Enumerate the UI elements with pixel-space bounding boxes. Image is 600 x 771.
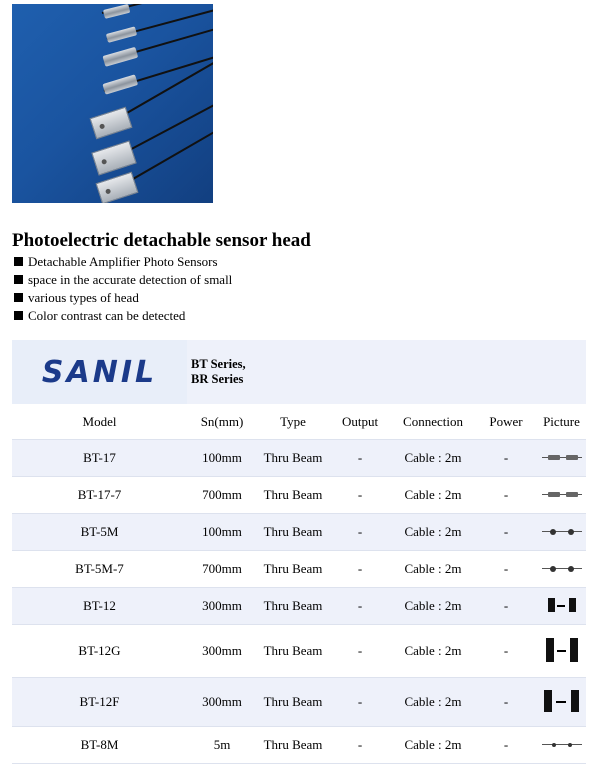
column-header-model: Model bbox=[82, 413, 117, 429]
block-pair-icon bbox=[540, 596, 584, 616]
bullet-square-icon bbox=[14, 311, 23, 320]
model-cell: BT-17-7 bbox=[77, 487, 122, 502]
picture-cell bbox=[537, 678, 586, 726]
output-cell: - bbox=[357, 487, 363, 502]
feature-list bbox=[12, 253, 232, 325]
model-cell: BT-17 bbox=[83, 450, 116, 465]
table-row bbox=[12, 588, 586, 625]
table-header-row bbox=[12, 404, 586, 440]
output-cell: - bbox=[357, 737, 363, 752]
power-cell: - bbox=[503, 487, 509, 502]
type-cell: Thru Beam bbox=[263, 737, 323, 752]
block-pair-reverse-arrow-icon bbox=[540, 688, 584, 716]
type-cell: Thru Beam bbox=[263, 487, 323, 502]
table-row bbox=[12, 514, 586, 551]
cylinder-pair-icon bbox=[540, 449, 584, 467]
picture-cell bbox=[537, 514, 586, 550]
sn-cell: 700mm bbox=[202, 561, 242, 576]
picture-cell bbox=[537, 440, 586, 476]
list-item: Color contrast can be detected bbox=[12, 307, 232, 325]
type-cell: Thru Beam bbox=[263, 524, 323, 539]
power-cell: - bbox=[503, 598, 509, 613]
connection-cell: Cable : 2m bbox=[404, 487, 462, 502]
sn-cell: 100mm bbox=[202, 450, 242, 465]
output-cell: - bbox=[357, 598, 363, 613]
bullet-square-icon bbox=[14, 275, 23, 284]
model-cell: BT-5M-7 bbox=[75, 561, 124, 576]
series-label: BT Series, BR Series bbox=[191, 357, 246, 386]
table-row bbox=[12, 625, 586, 678]
small-head-pair-icon bbox=[540, 523, 584, 541]
output-cell: - bbox=[357, 524, 363, 539]
power-cell: - bbox=[503, 450, 509, 465]
picture-cell bbox=[537, 588, 586, 624]
table-row bbox=[12, 440, 586, 477]
model-cell: BT-12G bbox=[78, 643, 121, 658]
picture-cell bbox=[537, 551, 586, 587]
output-cell: - bbox=[357, 561, 363, 576]
page-title: Photoelectric detachable sensor head bbox=[12, 230, 311, 251]
connection-cell: Cable : 2m bbox=[404, 524, 462, 539]
connection-cell: Cable : 2m bbox=[404, 737, 462, 752]
mini-head-pair-icon bbox=[540, 736, 584, 754]
model-cell: BT-8M bbox=[80, 737, 119, 752]
table-banner bbox=[12, 340, 586, 404]
table-row bbox=[12, 727, 586, 764]
column-header-connection: Connection bbox=[403, 413, 463, 429]
bullet-square-icon bbox=[14, 293, 23, 302]
type-cell: Thru Beam bbox=[263, 598, 323, 613]
picture-cell bbox=[537, 477, 586, 513]
list-item: various types of head bbox=[12, 289, 232, 307]
connection-cell: Cable : 2m bbox=[404, 598, 462, 613]
output-cell: - bbox=[357, 450, 363, 465]
model-cell: BT-12 bbox=[83, 598, 116, 613]
power-cell: - bbox=[503, 643, 509, 658]
power-cell: - bbox=[503, 561, 509, 576]
small-head-pair-icon bbox=[540, 560, 584, 578]
product-photo bbox=[12, 4, 213, 203]
power-cell: - bbox=[503, 694, 509, 709]
model-cell: BT-5M bbox=[80, 524, 119, 539]
list-item: Detachable Amplifier Photo Sensors bbox=[12, 253, 232, 271]
output-cell: - bbox=[357, 643, 363, 658]
sn-cell: 300mm bbox=[202, 694, 242, 709]
column-header-output: Output bbox=[341, 413, 379, 429]
spec-table bbox=[12, 340, 586, 764]
power-cell: - bbox=[503, 524, 509, 539]
picture-cell bbox=[537, 727, 586, 763]
list-item: space in the accurate detection of small bbox=[12, 271, 232, 289]
type-cell: Thru Beam bbox=[263, 643, 323, 658]
power-cell: - bbox=[503, 737, 509, 752]
column-header-picture: Picture bbox=[543, 413, 580, 429]
model-cell: BT-12F bbox=[79, 694, 120, 709]
connection-cell: Cable : 2m bbox=[404, 450, 462, 465]
sn-cell: 300mm bbox=[202, 643, 242, 658]
type-cell: Thru Beam bbox=[263, 450, 323, 465]
cylinder-pair-icon bbox=[540, 486, 584, 504]
bullet-square-icon bbox=[14, 257, 23, 266]
picture-cell bbox=[537, 625, 586, 677]
type-cell: Thru Beam bbox=[263, 561, 323, 576]
connection-cell: Cable : 2m bbox=[404, 694, 462, 709]
block-pair-arrow-icon bbox=[540, 635, 584, 667]
sn-cell: 100mm bbox=[202, 524, 242, 539]
connection-cell: Cable : 2m bbox=[404, 561, 462, 576]
sn-cell: 300mm bbox=[202, 598, 242, 613]
type-cell: Thru Beam bbox=[263, 694, 323, 709]
brand-logo: SANIL bbox=[12, 340, 187, 404]
table-row bbox=[12, 477, 586, 514]
connection-cell: Cable : 2m bbox=[404, 643, 462, 658]
table-row bbox=[12, 551, 586, 588]
column-header-type: Type bbox=[280, 413, 306, 429]
sn-cell: 700mm bbox=[202, 487, 242, 502]
column-header-power: Power bbox=[489, 413, 523, 429]
table-row bbox=[12, 678, 586, 727]
sn-cell: 5m bbox=[213, 737, 231, 752]
column-header-sn: Sn(mm) bbox=[200, 413, 244, 429]
output-cell: - bbox=[357, 694, 363, 709]
